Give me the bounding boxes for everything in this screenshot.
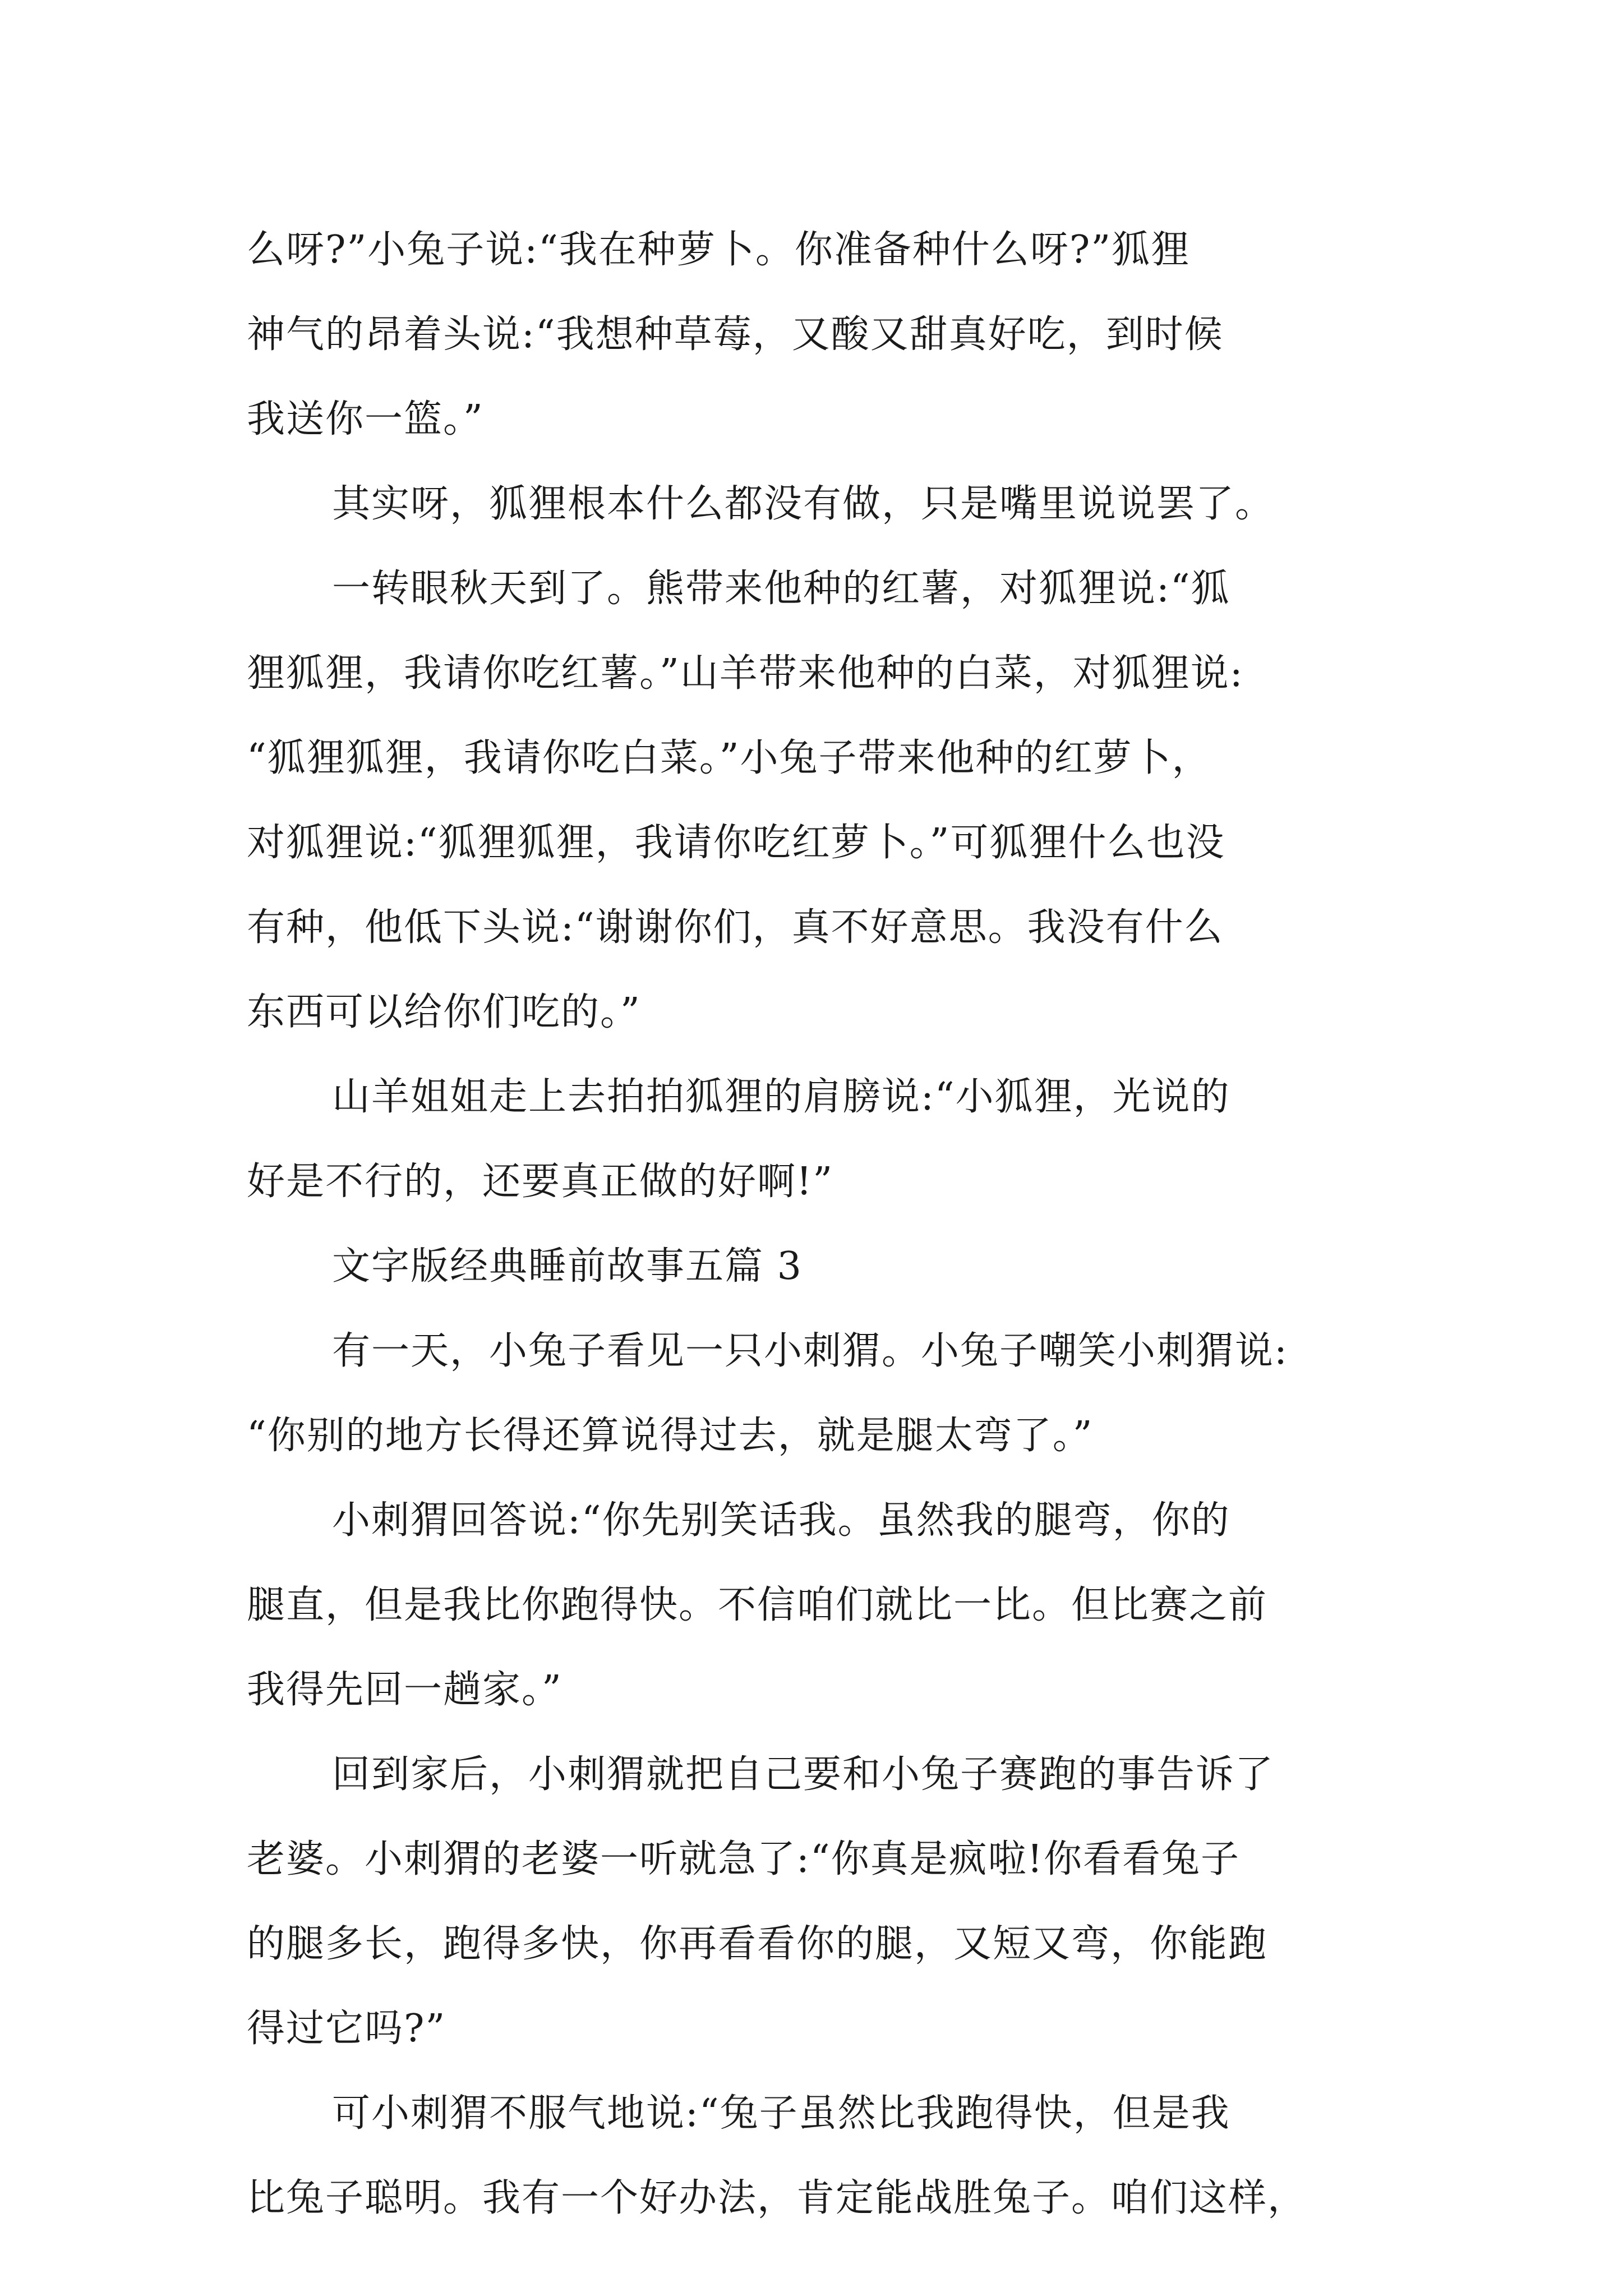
paragraph-start-line: 其实呀，狐狸根本什么都没有做，只是嘴里说说罢了。	[332, 482, 1275, 526]
paragraph-start-line: 回到家后，小刺猬就把自己要和小兔子赛跑的事告诉了	[332, 1752, 1275, 1797]
text-line: 比兔子聪明。我有一个好办法，肯定能战胜兔子。咱们这样，	[247, 2176, 1307, 2220]
paragraph-start-line: 一转眼秋天到了。熊带来他种的红薯，对狐狸说:“狐	[332, 567, 1230, 611]
text-line: 神气的昂着头说:“我想种草莓，又酸又甜真好吃，到时候	[247, 312, 1224, 357]
text-line: 得过它吗?”	[247, 2007, 446, 2051]
text-line: 老婆。小刺猬的老婆一听就急了:“你真是疯啦!你看看兔子	[247, 1837, 1241, 1881]
text-line: “狐狸狐狸，我请你吃白菜。”小兔子带来他种的红萝卜，	[247, 736, 1211, 780]
paragraph-start-line: 可小刺猬不服气地说:“兔子虽然比我跑得快，但是我	[332, 2091, 1230, 2136]
paragraph-start-line: 山羊姐姐走上去拍拍狐狸的肩膀说:“小狐狸，光说的	[332, 1075, 1230, 1119]
text-line: 有种，他低下头说:“谢谢你们，真不好意思。我没有什么	[247, 905, 1224, 950]
text-line: 好是不行的，还要真正做的好啊!”	[247, 1159, 834, 1204]
paragraph-start-line: 有一天，小兔子看见一只小刺猬。小兔子嘲笑小刺猬说:	[332, 1329, 1288, 1373]
text-line: “你别的地方长得还算说得过去，就是腿太弯了。”	[247, 1414, 1094, 1458]
text-line: 狸狐狸，我请你吃红薯。”山羊带来他种的白菜，对狐狸说:	[247, 651, 1244, 696]
text-line: 的腿多长，跑得多快，你再看看你的腿，又短又弯，你能跑	[247, 1922, 1268, 1966]
text-line: 对狐狸说:“狐狸狐狸，我请你吃红萝卜。”可狐狸什么也没	[247, 821, 1225, 865]
text-line: 我得先回一趟家。”	[247, 1668, 562, 1712]
text-line: 么呀?”小兔子说:“我在种萝卜。你准备种什么呀?”狐狸	[247, 228, 1191, 272]
section-heading: 文字版经典睡前故事五篇 3	[332, 1244, 803, 1289]
paragraph-start-line: 小刺猬回答说:“你先别笑话我。虽然我的腿弯，你的	[332, 1498, 1230, 1543]
text-line: 东西可以给你们吃的。”	[247, 990, 641, 1034]
text-line: 我送你一篮。”	[247, 397, 484, 441]
story-text	[247, 208, 1385, 2240]
text-line: 腿直，但是我比你跑得快。不信咱们就比一比。但比赛之前	[247, 1583, 1268, 1627]
